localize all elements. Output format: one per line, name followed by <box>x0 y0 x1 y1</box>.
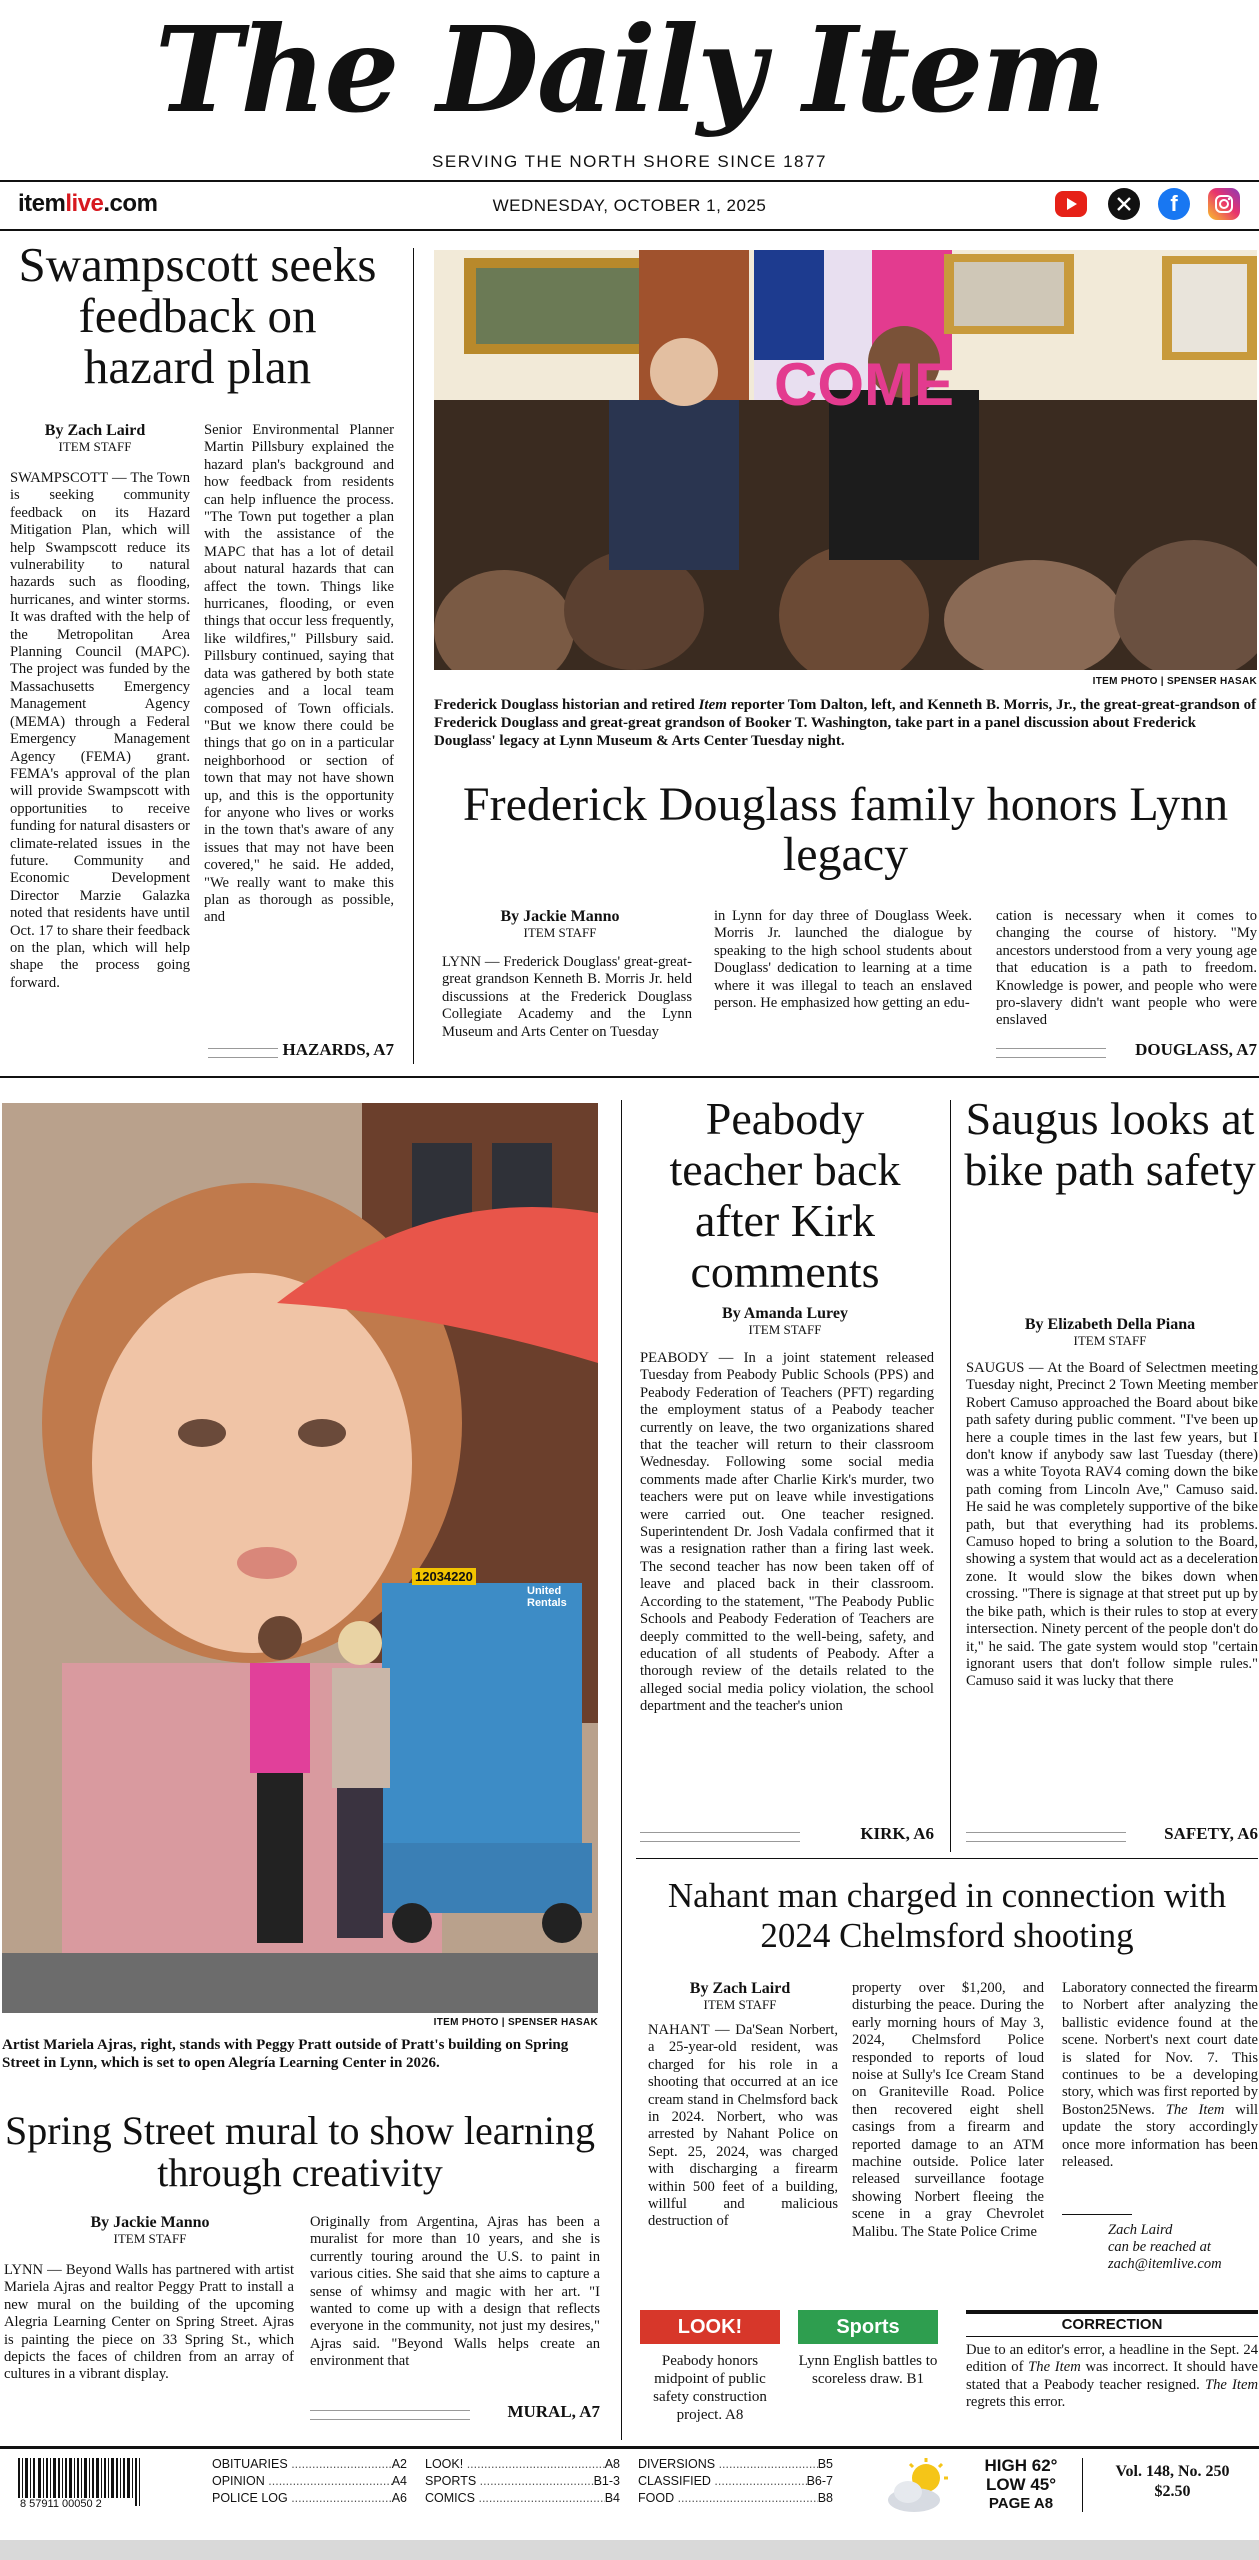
column-divider <box>413 248 414 1064</box>
index-entry: OBITUARIES ..... A2 <box>212 2456 407 2473</box>
barcode-digits: 8 57911 00050 2 <box>20 2498 102 2510</box>
section-rule <box>0 1076 1259 1078</box>
index-entry: POLICE LOG ..... A6 <box>212 2490 407 2507</box>
sun-cloud-icon <box>880 2456 960 2516</box>
nahant-body-col1: NAHANT — Da'Sean Norbert, a 25-year-old resident, was charged for his role in a shooting that occurred at an ice cream stand in Chelmsford back in 2024. Norbert, who was arrested by Nahant Police on Sept. 25, 2024, was charged with discharging a firearm within 500 feet of a building, willful and malicious destruction of <box>648 2022 838 2230</box>
sig-rule <box>1062 2214 1132 2215</box>
mural-body-col2: Originally from Argentina, Ajras has been a muralist for more than 10 years, and she is currently touring around the U.S. to paint in various cities. She said that she aims to capture a sense of whimsy and magic with her art. "I wanted to come up with a design that reflects everyone in the community, not just my desires," Ajras said. "Beyond Walls helps create an environment that <box>310 2214 600 2370</box>
mural-headline[interactable]: Spring Street mural to show learning through creativity <box>5 2108 595 2195</box>
saugus-jump[interactable]: SAFETY, A6 <box>1164 1824 1258 1843</box>
mural-byline: By Jackie Manno <box>90 2214 210 2231</box>
sports-promo-label[interactable]: Sports <box>798 2310 938 2344</box>
saugus-byline: By Elizabeth Della Piana <box>1024 1316 1196 1333</box>
nahant-headline[interactable]: Nahant man charged in connection with 2024 Chelmsford shooting <box>667 1876 1227 1955</box>
masthead-bottom-rule <box>0 229 1259 231</box>
newspaper-title: The Daily Item <box>154 0 1105 139</box>
sports-promo-text[interactable]: Lynn English battles to scoreless draw. B1 <box>798 2353 938 2387</box>
correction-rule <box>966 2336 1258 2337</box>
douglass-panel-photo <box>434 250 1257 670</box>
douglass-photo-credit: ITEM PHOTO | SPENSER HASAK <box>1092 676 1257 687</box>
weather-high: HIGH 62° <box>984 2456 1058 2475</box>
swampscott-staff: ITEM STAFF <box>58 439 132 454</box>
mural-photo-credit: ITEM PHOTO | SPENSER HASAK <box>433 2017 598 2028</box>
index-entry: COMICS ..... B4 <box>425 2490 620 2507</box>
douglass-body-col3: cation is necessary when it comes to changing the course of history. "My ancestors understood from a very young age that education is a path to freedom. Knowledge is power, and people who were pro-slavery didn't want people who were enslaved <box>996 908 1257 1029</box>
column-divider <box>621 1100 622 2440</box>
swampscott-jump[interactable]: HAZARDS, A7 <box>282 1040 394 1059</box>
douglass-jump[interactable]: DOUGLASS, A7 <box>1135 1040 1257 1059</box>
facebook-icon[interactable]: f <box>1158 188 1190 220</box>
bottom-strip <box>0 2540 1259 2560</box>
masthead-top-rule <box>0 180 1259 182</box>
index-column-1 <box>212 2456 407 2507</box>
look-promo-text[interactable]: Peabody honors midpoint of public safety construction project. A8 <box>653 2353 767 2423</box>
peabody-byline: By Amanda Lurey <box>722 1305 848 1322</box>
peabody-staff: ITEM STAFF <box>748 1322 822 1337</box>
correction-rule <box>966 2310 1258 2314</box>
peabody-headline[interactable]: Peabody teacher back after Kirk comments <box>669 1093 901 1297</box>
mural-staff: ITEM STAFF <box>113 2231 187 2246</box>
x-icon[interactable] <box>1108 188 1140 220</box>
column-divider <box>950 1100 951 1852</box>
mural-body-col1: LYNN — Beyond Walls has partnered with artist Mariela Ajras and realtor Peggy Pratt to install a new mural on the building of the upcoming Alegria Learning Center on Spring Street. Ajras is painting the piece on 33 Spring St., which depicts the faces of children from an array of cultures in a vibrant display. <box>4 2262 294 2383</box>
look-promo-label[interactable]: LOOK! <box>640 2310 780 2344</box>
saugus-headline[interactable]: Saugus looks at bike path safety <box>964 1093 1256 1195</box>
barcode <box>14 2458 174 2510</box>
douglass-photo-caption: Frederick Douglass historian and retired Item reporter Tom Dalton, left, and Kenneth B. Morris, Jr., the great-great-grandson of Frederick Douglass and great-great grandson of Booker T. Washington, take part in a panel discussion about Frederick Douglass' legacy at Lynn Museum & Arts Center Tuesday night. <box>434 697 1257 749</box>
nahant-byline: By Zach Laird <box>689 1980 791 1997</box>
nahant-staff: ITEM STAFF <box>703 1997 777 2012</box>
site-live: live <box>65 190 104 217</box>
douglass-byline: By Jackie Manno <box>500 908 620 925</box>
site-suffix: .com <box>103 190 158 217</box>
weather-page: PAGE A8 <box>988 2495 1054 2512</box>
douglass-headline[interactable]: Frederick Douglass family honors Lynn legacy <box>462 778 1229 881</box>
nahant-body-col3: Laboratory connected the firearm to Norbert after analyzing the ballistic evidence found at the scene. Norbert's next court date is slated for Nov. 7. This continues to be a developing story, which was first reported by Boston25News. The Item will update the story accordingly once more information has been released. <box>1062 1980 1258 2171</box>
index-entry: FOOD ..... B8 <box>638 2490 833 2507</box>
saugus-staff: ITEM STAFF <box>1073 1333 1147 1348</box>
index-entry: OPINION ..... A4 <box>212 2473 407 2490</box>
youtube-icon[interactable] <box>1055 191 1087 217</box>
footer-divider <box>1082 2458 1083 2512</box>
index-column-3 <box>638 2456 833 2507</box>
issue-date: WEDNESDAY, OCTOBER 1, 2025 <box>492 196 767 215</box>
weather-info <box>976 2456 1066 2513</box>
mural-jump[interactable]: MURAL, A7 <box>507 2402 600 2421</box>
peabody-jump[interactable]: KIRK, A6 <box>860 1824 934 1843</box>
mural-photo <box>2 1103 598 2013</box>
volume-price <box>1090 2462 1255 2502</box>
tagline: SERVING THE NORTH SHORE SINCE 1877 <box>432 152 827 171</box>
douglass-staff: ITEM STAFF <box>523 925 597 940</box>
douglass-body-col1: LYNN — Frederick Douglass' great-great-great grandson Kenneth B. Morris Jr. held discussions at the Frederick Douglass Collegiate Academy and the Lynn Museum and Arts Center on Tuesday <box>442 954 692 1040</box>
index-entry: LOOK! ..... A8 <box>425 2456 620 2473</box>
swampscott-body-col1: SWAMPSCOTT — The Town is seeking community feedback on its Hazard Mitigation Plan, which will help Swampscott reduce its vulnerability to natural hazards such as flooding, hurricanes, and winter storms. It was drafted with the help of the Metropolitan Area Planning Council (MAPC). The project was funded by the Massachusetts Emergency Management Agency (MEMA) through a Federal Emergency Management Agency (FEMA) grant. FEMA's approval of the plan will provide Swampscott with opportunities to receive funding for natural disasters or climate-related issues in the future. Community and Economic Development Director Marzie Galazka noted that residents have until Oct. 17 to share their feedback on the plan, which will help shape the process going forward. <box>10 470 190 991</box>
nahant-body-col2: property over $1,200, and disturbing the peace. During the early morning hours of May 3, 2024, Chelmsford Police responded to reports of loud noise at Sully's Ice Cream Stand on Graniteville Road. Police then recovered eight shell casings from a firearm and reported damage to an ATM machine outside. Police later released surveillance footage showing Norbert fleeing the scene in a gray Chevrolet Malibu. The State Police Crime <box>852 1980 1044 2240</box>
saugus-body: SAUGUS — At the Board of Selectmen meeting Tuesday night, Precinct 2 Town Meeting member Robert Camuso approached the Board about bike path safety during public comment. "I've been up here a couple times in the last few years, but I don't know if anybody saw last Tuesday (there) was a white Toyota RAV4 coming down the bike path coming from Lincoln Ave," Camuso said. He said he was completely supportive of the bike path, but that everything had its problems. Camuso hoped to bring a solution to the Board, showing a system that would act as a deceleration zone. It would slow the bikes down when crossing. "There is signage at that street put up by the bike path, which is their rules to stop at every intersection. Ninety percent of the people don't do it," he said. The gate system would stop "certain ignorant users that don't follow simple rules." Camuso said it was lucky that there <box>966 1360 1258 1690</box>
section-rule <box>636 1858 1258 1859</box>
site-prefix: item <box>18 190 66 217</box>
weather-low: LOW 45° <box>985 2475 1057 2494</box>
price: $2.50 <box>1154 2483 1191 2500</box>
index-column-2 <box>425 2456 620 2507</box>
swampscott-body-col2: Senior Environmental Planner Martin Pillsbury explained the hazard plan's background and how feedback from residents can help influence the process. "The Town put together a plan with the assistance of the MAPC that has a lot of detail about natural hazards that can affect the town. Things like hurricanes, flooding, or even things that occur less frequently, like wildfires," Pillsbury said. Pillsbury continued, saying that data was gathered by both state agencies and a local team composed of Town officials. "But we know there could be things that go on in a particular neighborhood or section of town that may not have shown up, and this is the opportunity for anyone who lives or works in the town that's aware of any issues that may not have been covered," he said. He added, "We really want to make this plan as thorough as possible, and <box>204 422 394 926</box>
footer-rule <box>0 2446 1259 2449</box>
index-entry: DIVERSIONS ..... B5 <box>638 2456 833 2473</box>
instagram-icon[interactable] <box>1208 188 1240 220</box>
mural-photo-caption: Artist Mariela Ajras, right, stands with Peggy Pratt outside of Pratt's building on Spring Street in Lynn, which is set to open Alegría Learning Center in 2026. <box>2 2037 569 2071</box>
correction-text: Due to an editor's error, a headline in the Sept. 24 edition of The Item was incorrect. It should have stated that a Peabody teacher resigned. The Item regrets this error. <box>966 2342 1258 2411</box>
correction-title: CORRECTION <box>1061 2316 1163 2333</box>
index-entry: SPORTS ..... B1-3 <box>425 2473 620 2490</box>
nahant-signature: Zach Laird can be reached at zach@itemlive.com <box>1108 2222 1222 2272</box>
swampscott-headline[interactable]: Swampscott seeks feedback on hazard plan <box>18 237 377 394</box>
lift-number: 12034220 <box>412 1568 476 1585</box>
index-entry: CLASSIFIED ..... B6-7 <box>638 2473 833 2490</box>
swampscott-byline: By Zach Laird <box>44 422 146 439</box>
lift-brand: United Rentals <box>527 1585 567 1609</box>
peabody-body: PEABODY — In a joint statement released Tuesday from Peabody Public Schools (PPS) and Peabody Federation of Teachers (PFT) regarding the employment status of a Peabody teacher currently on leave, the two organizations shared that the teacher will return to their classroom Wednesday. Following some social media comments made after Charlie Kirk's murder, two teachers were put on leave while investigations were carried out. One teacher resigned. Superintendent Dr. Josh Vadala confirmed that it was a resignation rather than a firing last week. The second teacher has now been taken off of leave and placed back in their classroom. According to the statement, "The Peabody Public Schools and Peabody Federation of Teachers are deeply committed to the well-being, safety, and education of all students of Peabody. After a thorough review of the details related to the alleged social media policy violation, the school department and the teacher's union <box>640 1350 934 1715</box>
photo-banner-text: COME <box>774 351 954 418</box>
douglass-body-col2: in Lynn for day three of Douglass Week. Morris Jr. launched the dialogue by speaking to the high school students about Douglass' dedication to learning at a time where it was illegal to teach an enslaved person. He emphasized how getting an edu- <box>714 908 972 1012</box>
volume: Vol. 148, No. 250 <box>1115 2463 1230 2480</box>
